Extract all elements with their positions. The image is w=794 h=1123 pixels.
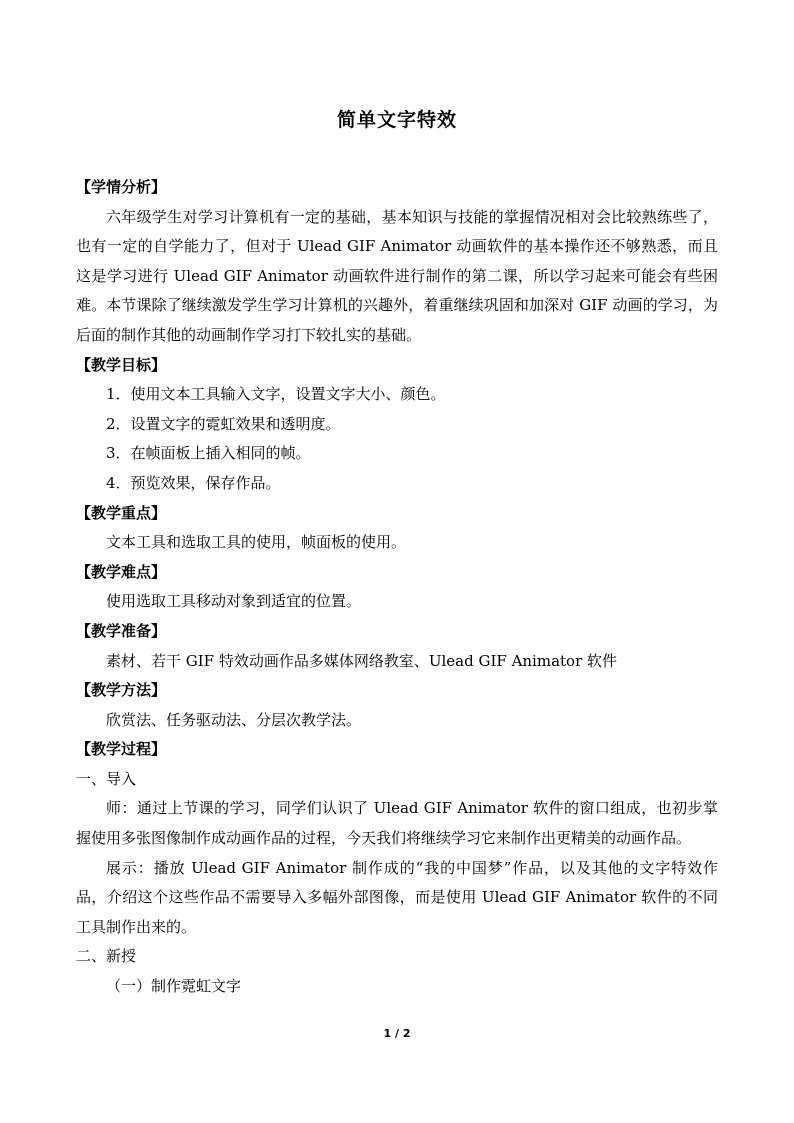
analysis-paragraph: 六年级学生对学习计算机有一定的基础，基本知识与技能的掌握情况相对会比较熟练些了，也有一定的自学能力了，但对于 Ulead GIF Animator 动画软件的基本操作还不够熟悉，而且这是学习进行 Ulead GIF Animator 动画软件进行制作的第二课，所以学习起来可能会有些困难。本节课除了继续激发学生学习计算机的兴趣外，着重继续巩固和加深对 GIF 动画的学习，为后面的制作其他的动画制作学习打下较扎实的基础。 [76, 207, 718, 344]
process-paragraph: 展示：播放 Ulead GIF Animator 制作成的“我的中国梦”作品，以及其他的文字特效作品，介绍这个这些作品不需要导入多幅外部图像，而是使用 Ulead GIF Animator 软件的不同工具制作出来的。 [76, 858, 718, 936]
page-title: 简单文字特效 [336, 109, 457, 131]
objective-item: 1．使用文本工具输入文字，设置文字大小、颜色。 [106, 385, 446, 404]
objective-item: 4．预览效果，保存作品。 [106, 473, 281, 492]
page-number: 1 / 2 [383, 1027, 411, 1040]
section-heading-difficulties: 【教学难点】 [76, 562, 167, 581]
section-heading-preparation: 【教学准备】 [76, 621, 167, 640]
section-heading-key-points: 【教学重点】 [76, 503, 167, 522]
document-body [76, 173, 718, 1002]
process-part-title: 一、导入 [76, 769, 137, 788]
process-paragraph: 师：通过上节课的学习，同学们认识了 Ulead GIF Animator 软件的窗口组成，也初步掌握使用多张图像制作成动画作品的过程，今天我们将继续学习它来制作出更精美的动画作品。 [76, 799, 718, 848]
objective-item: 3．在帧面板上插入相同的帧。 [106, 444, 311, 463]
process-subsection-title: （一）制作霓虹文字 [106, 977, 242, 996]
process-part-title: 二、新授 [76, 947, 137, 966]
key-points-paragraph: 文本工具和选取工具的使用，帧面板的使用。 [106, 533, 407, 552]
section-heading-methods: 【教学方法】 [76, 681, 167, 700]
section-heading-objectives: 【教学目标】 [76, 355, 167, 374]
difficulties-paragraph: 使用选取工具移动对象到适宜的位置。 [106, 592, 362, 611]
section-heading-process: 【教学过程】 [76, 740, 167, 759]
methods-paragraph: 欣赏法、任务驱动法、分层次教学法。 [106, 710, 362, 729]
section-heading-analysis: 【学情分析】 [76, 178, 167, 196]
objective-item: 2．设置文字的霓虹效果和透明度。 [106, 414, 341, 433]
preparation-paragraph: 素材、若干 GIF 特效动画作品多媒体网络教室、Ulead GIF Animator 软件 [106, 651, 618, 670]
